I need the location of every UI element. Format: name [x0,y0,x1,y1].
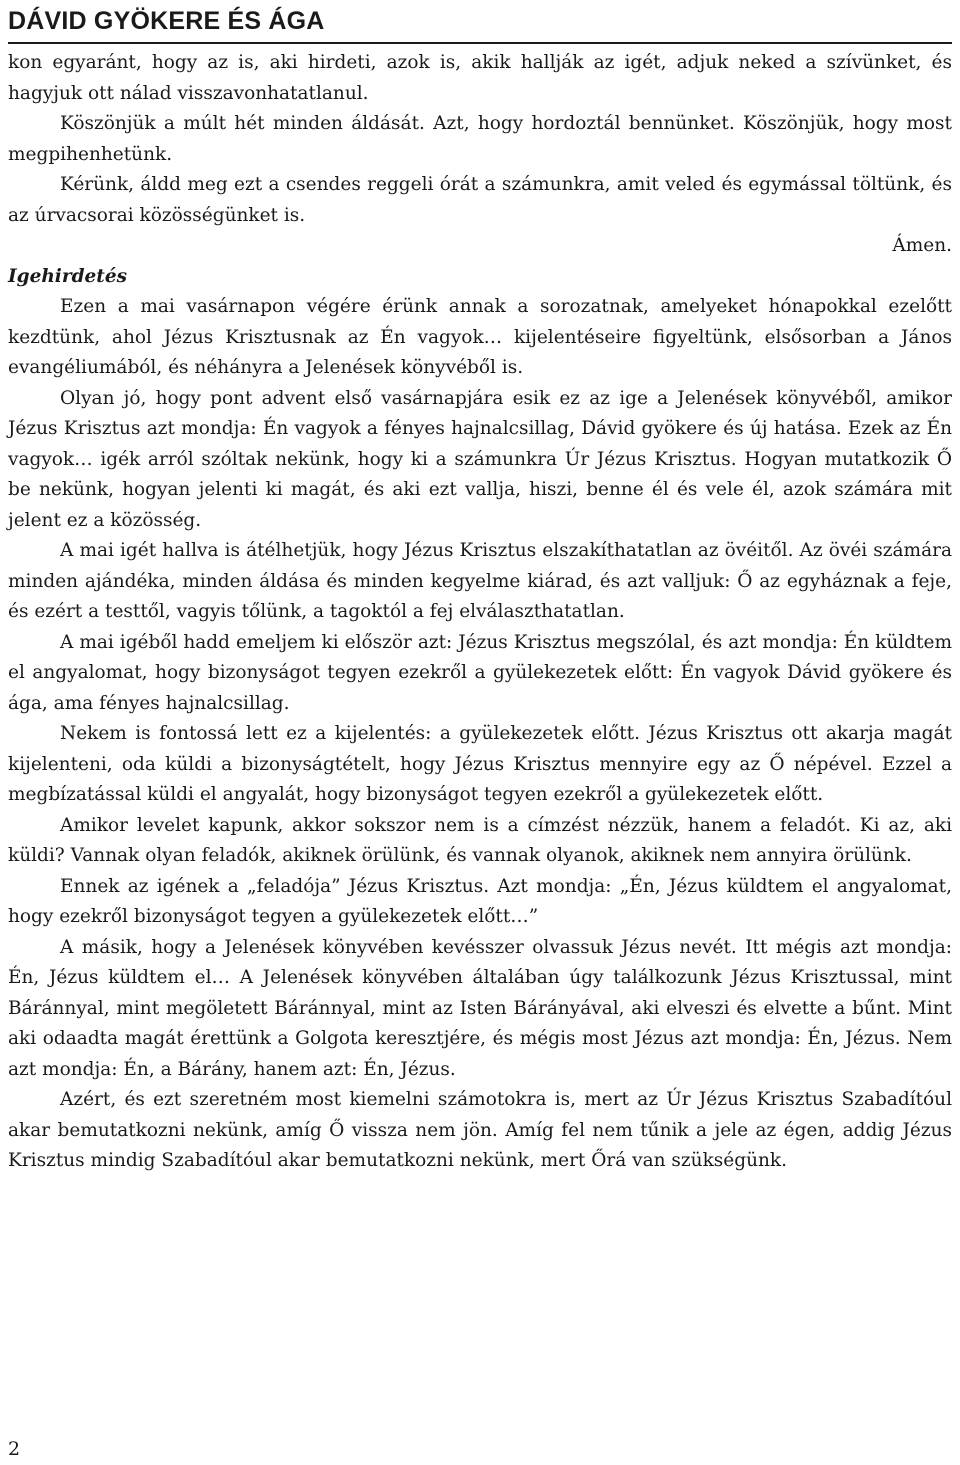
body-paragraph: Amikor levelet kapunk, akkor sokszor nem is a címzést nézzük, hanem a feladót. Ki az, aki küldi? Vannak olyan feladók, akiknek örülünk, és vannak olyanok, akiknek nem annyira örülünk. [8,814,952,866]
amen-line: Ámen. [892,235,952,256]
body-paragraph: Nekem is fontossá lett ez a kijelentés: a gyülekezetek előtt. Jézus Krisztus ott akarja magát kijelenteni, oda küldi a bizonyságtételt, hogy Jézus Krisztus mennyire egy az Ő népével. Ezzel a megbízatással küldi el angyalát, hogy bizonyságot tegyen ezekről a gyülekezetek előtt. [8,723,952,805]
body-paragraph: Ezen a mai vasárnapon végére érünk annak a sorozatnak, amelyeket hónapokkal ezelőtt kezdtünk, ahol Jézus Krisztusnak az Én vagyok… kijelentéseire figyeltünk, elsősorban a János evangéliumából, és néhányra a Jelenések könyvéből is. [8,296,952,378]
prayer-paragraph: Köszönjük a múlt hét minden áldását. Azt, hogy hordoztál bennünket. Köszönjük, hogy most megpihenhetünk. [8,113,952,165]
running-header [8,2,952,44]
body-text [8,48,952,1177]
prayer-paragraph: Kérünk, áldd meg ezt a csendes reggeli órát a számunkra, amit veled és egymással töltünk, és az úrvacsorai közösségünket is. [8,174,952,226]
section-heading: Igehirdetés [8,265,128,287]
body-paragraph: A mai igéből hadd emeljem ki először azt: Jézus Krisztus megszólal, és azt mondja: Én küldtem el angyalomat, hogy bizonyságot tegyen ezekről a gyülekezetek előtt: Én vagyok Dávid gyökere és ága, ama fényes hajnalcsillag. [8,631,952,714]
page-title: DÁVID GYÖKERE ÉS ÁGA [8,7,325,35]
body-paragraph: Azért, és ezt szeretném most kiemelni számotokra is, mert az Úr Jézus Krisztus Szabadítóul akar bemutatkozni nekünk, amíg Ő vissza nem jön. Amíg fel nem tűnik a jele az égen, addig Jézus Krisztus mindig Szabadítóul akar bemutatkozni nekünk, mert Őrá van szükségünk. [8,1089,952,1171]
body-paragraph: Olyan jó, hogy pont advent első vasárnapjára esik ez az ige a Jelenések könyvéből, amikor Jézus Krisztus azt mondja: Én vagyok a fényes hajnalcsillag, Dávid gyökere és új hatása. Ezek az Én vagyok… igék arról szóltak nekünk, hogy ki a számunkra Úr Jézus Krisztus. Hogyan mutatkozik Ő be nekünk, hogyan jelenti ki magát, és aki ezt vallja, hiszi, benne él és vele él, azok számára mit jelent ez a közösség. [8,387,952,531]
page-number: 2 [8,1438,21,1460]
body-paragraph: A mai igét hallva is átélhetjük, hogy Jézus Krisztus elszakíthatatlan az övéitől. Az övéi számára minden ajándéka, minden áldása és minden kegyelme kiárad, és azt valljuk: Ő az egyháznak a feje, és ezért a testtől, vagyis tőlünk, a tagoktól a fej elválaszthatatlan. [8,540,952,622]
body-paragraph: A másik, hogy a Jelenések könyvében kevésszer olvassuk Jézus nevét. Itt mégis azt mondja: Én, Jézus küldtem el… A Jelenések könyvében általában úgy találkozunk Jézus Krisztussal, mint Báránnyal, mint megöletett Báránnyal, mint az Isten Bárányával, aki elveszi és elvette a bűnt. Mint aki odaadta magát érettünk a Golgota keresztjére, és mégis most Jézus azt mondja: Én, Jézus. Nem azt mondja: Én, a Bárány, hanem azt: Én, Jézus. [8,936,952,1080]
prayer-paragraph: kon egyaránt, hogy az is, aki hirdeti, azok is, akik hallják az igét, adjuk neked a szívünket, és hagyjuk ott nálad visszavonhatatlanul. [8,52,952,104]
body-paragraph: Ennek az igének a „feladója” Jézus Krisztus. Azt mondja: „Én, Jézus küldtem el angyalomat, hogy ezekről bizonyságot tegyen a gyülekezetek előtt…” [8,875,952,927]
